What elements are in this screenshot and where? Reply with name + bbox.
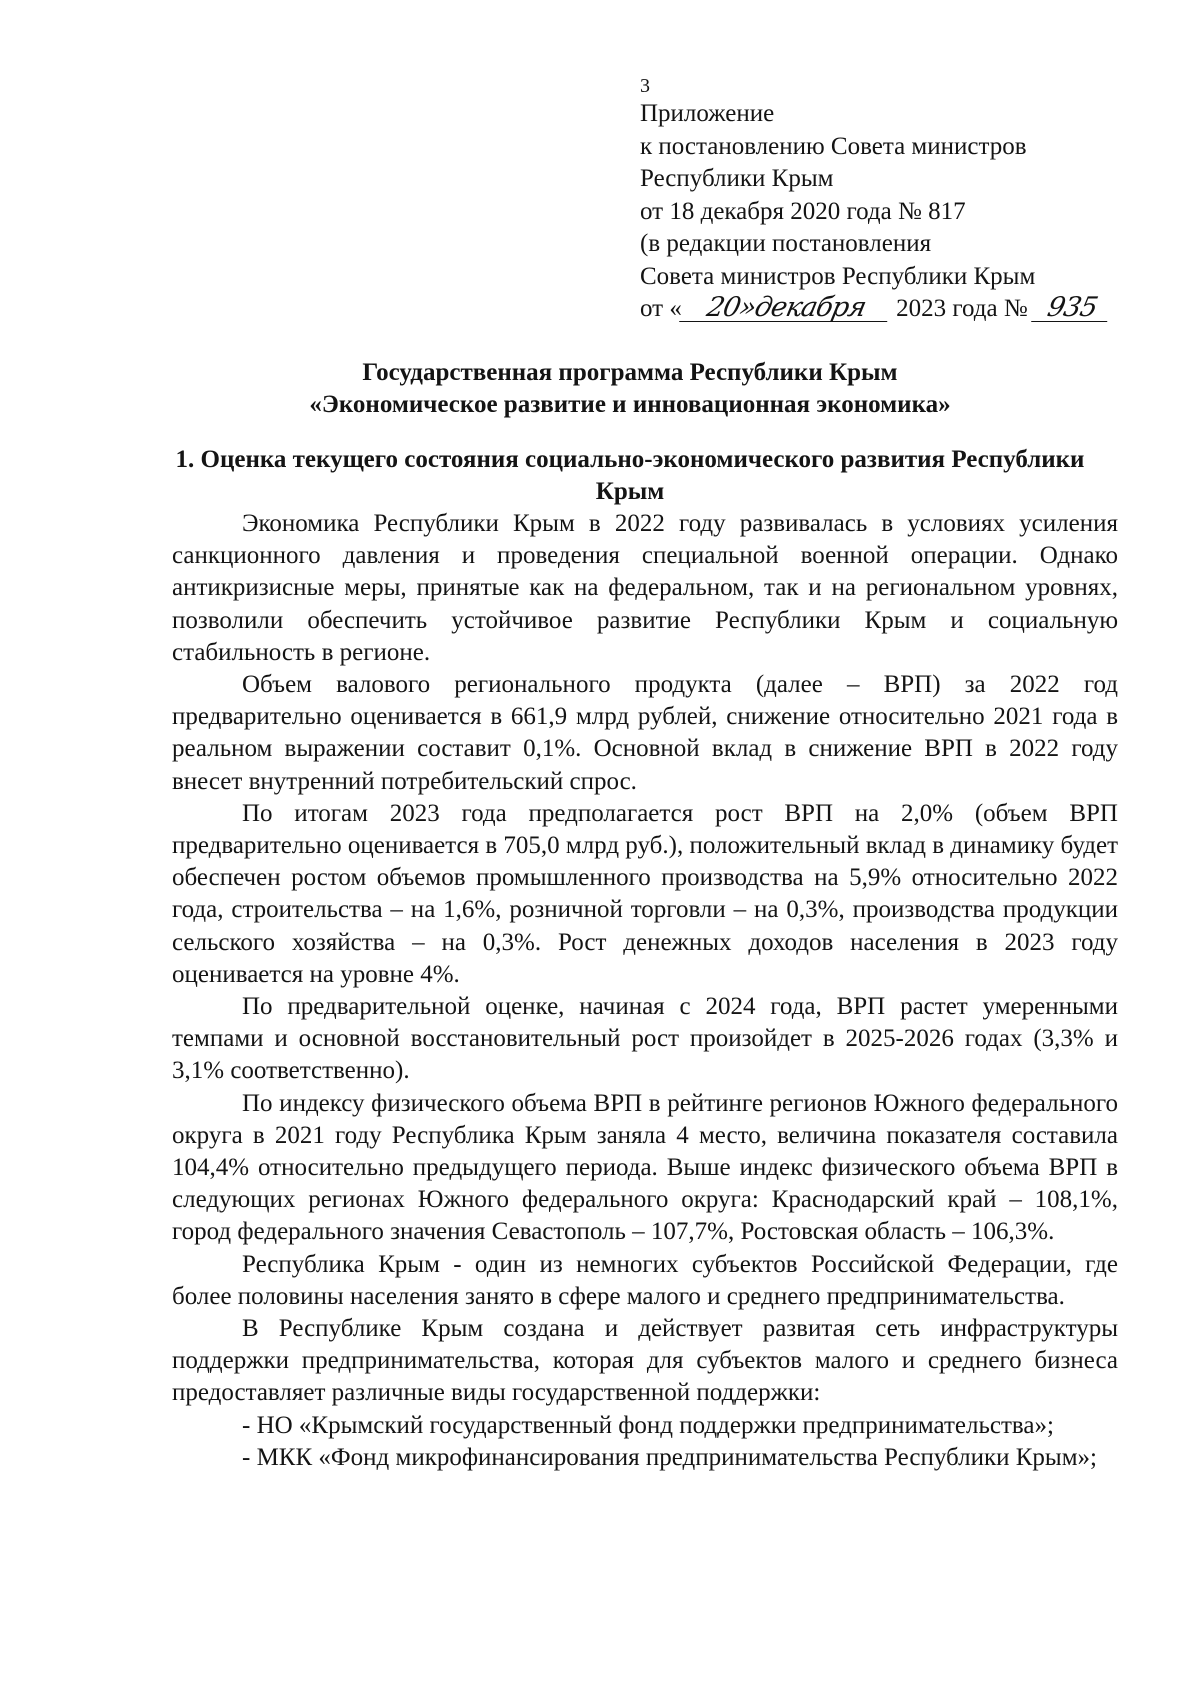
appendix-line: Приложение <box>640 100 775 127</box>
program-title-line: Государственная программа Республики Крым <box>362 359 898 386</box>
date-quote-close: » <box>736 292 759 323</box>
handwritten-number: 935 <box>1031 295 1113 322</box>
appendix-line: Совета министров Республики Крым <box>640 262 1036 290</box>
paragraph: Объем валового регионального продукта (далее – ВРП) за 2022 год предварительно оценивается в 661,9 млрд рублей, снижение относительно 2021 года в реальном выражении составит 0,1%. Основной вклад в снижение ВРП в 2022 году внесет внутренний потребительский спрос. <box>172 671 1118 795</box>
paragraph: В Республике Крым создана и действует развитая сеть инфраструктуры поддержки предпринимательства, которая для субъектов малого и среднего бизнеса предоставляет различные виды государственной поддержки: <box>172 1315 1118 1407</box>
paragraph: Экономика Республики Крым в 2022 году развивалась в условиях усиления санкционного давления и проведения специальной военной операции. Однако антикризисные меры, принятые как на федеральном, так и на региональном уровнях, позволили обеспечить устойчивое развитие Республики Крым и социальную стабильность в регионе. <box>172 510 1118 666</box>
section-title: 1. Оценка текущего состояния социально-экономического развития Республики Крым <box>175 446 1085 505</box>
appendix-header <box>640 98 1140 326</box>
handwritten-date <box>679 292 893 323</box>
paragraph: - МКК «Фонд микрофинансирования предпринимательства Республики Крым»; <box>242 1443 1097 1471</box>
appendix-date-line <box>640 293 1140 326</box>
program-title <box>160 357 1100 421</box>
date-year: 2023 года № <box>889 295 1034 322</box>
appendix-line: к постановлению Совета министров <box>640 132 1027 160</box>
paragraph: По индексу физического объема ВРП в рейтинге регионов Южного федерального округа в 2021 году Республика Крым заняла 4 место, величина показателя составила 104,4% относительно предыдущего периода. Выше индекс физического объема ВРП в следующих регионах Южного федерального округа: Краснодарский край – 108,1%, город федерального значения Севастополь – 107,7%, Ростовская область – 106,3%. <box>172 1089 1118 1246</box>
program-title-line: «Экономическое развитие и инновационная экономика» <box>309 391 951 418</box>
appendix-line: от 18 декабря 2020 года № 817 <box>640 197 966 225</box>
appendix-line: Республики Крым <box>640 165 834 192</box>
body-text <box>172 508 1118 1474</box>
handwritten-month: декабря <box>751 292 869 323</box>
date-prefix: от « <box>640 295 682 322</box>
paragraph: По итогам 2023 года предполагается рост ВРП на 2,0% (объем ВРП предварительно оценивается в 705,0 млрд руб.), положительный вклад в динамику будет обеспечен ростом объемов промышленного производства на 5,9% относительно 2022 года, строительства – на 1,6%, розничной торговли – на 0,3%, производства продукции сельского хозяйства – на 0,3%. Рост денежных доходов населения в 2023 году оценивается на уровне 4%. <box>172 799 1118 988</box>
appendix-line: (в редакции постановления <box>640 230 932 257</box>
paragraph: - НО «Крымский государственный фонд поддержки предпринимательства»; <box>242 1411 1054 1439</box>
paragraph: Республика Крым - один из немногих субъектов Российской Федерации, где более половины населения занято в сфере малого и среднего предпринимательства. <box>172 1250 1118 1310</box>
handwritten-day: 20 <box>703 292 743 323</box>
paragraph: По предварительной оценке, начиная с 2024 года, ВРП растет умеренными темпами и основной восстановительный рост произойдет в 2025-2026 годах (3,3% и 3,1% соответственно). <box>172 993 1118 1085</box>
page-number: 3 <box>640 75 650 97</box>
